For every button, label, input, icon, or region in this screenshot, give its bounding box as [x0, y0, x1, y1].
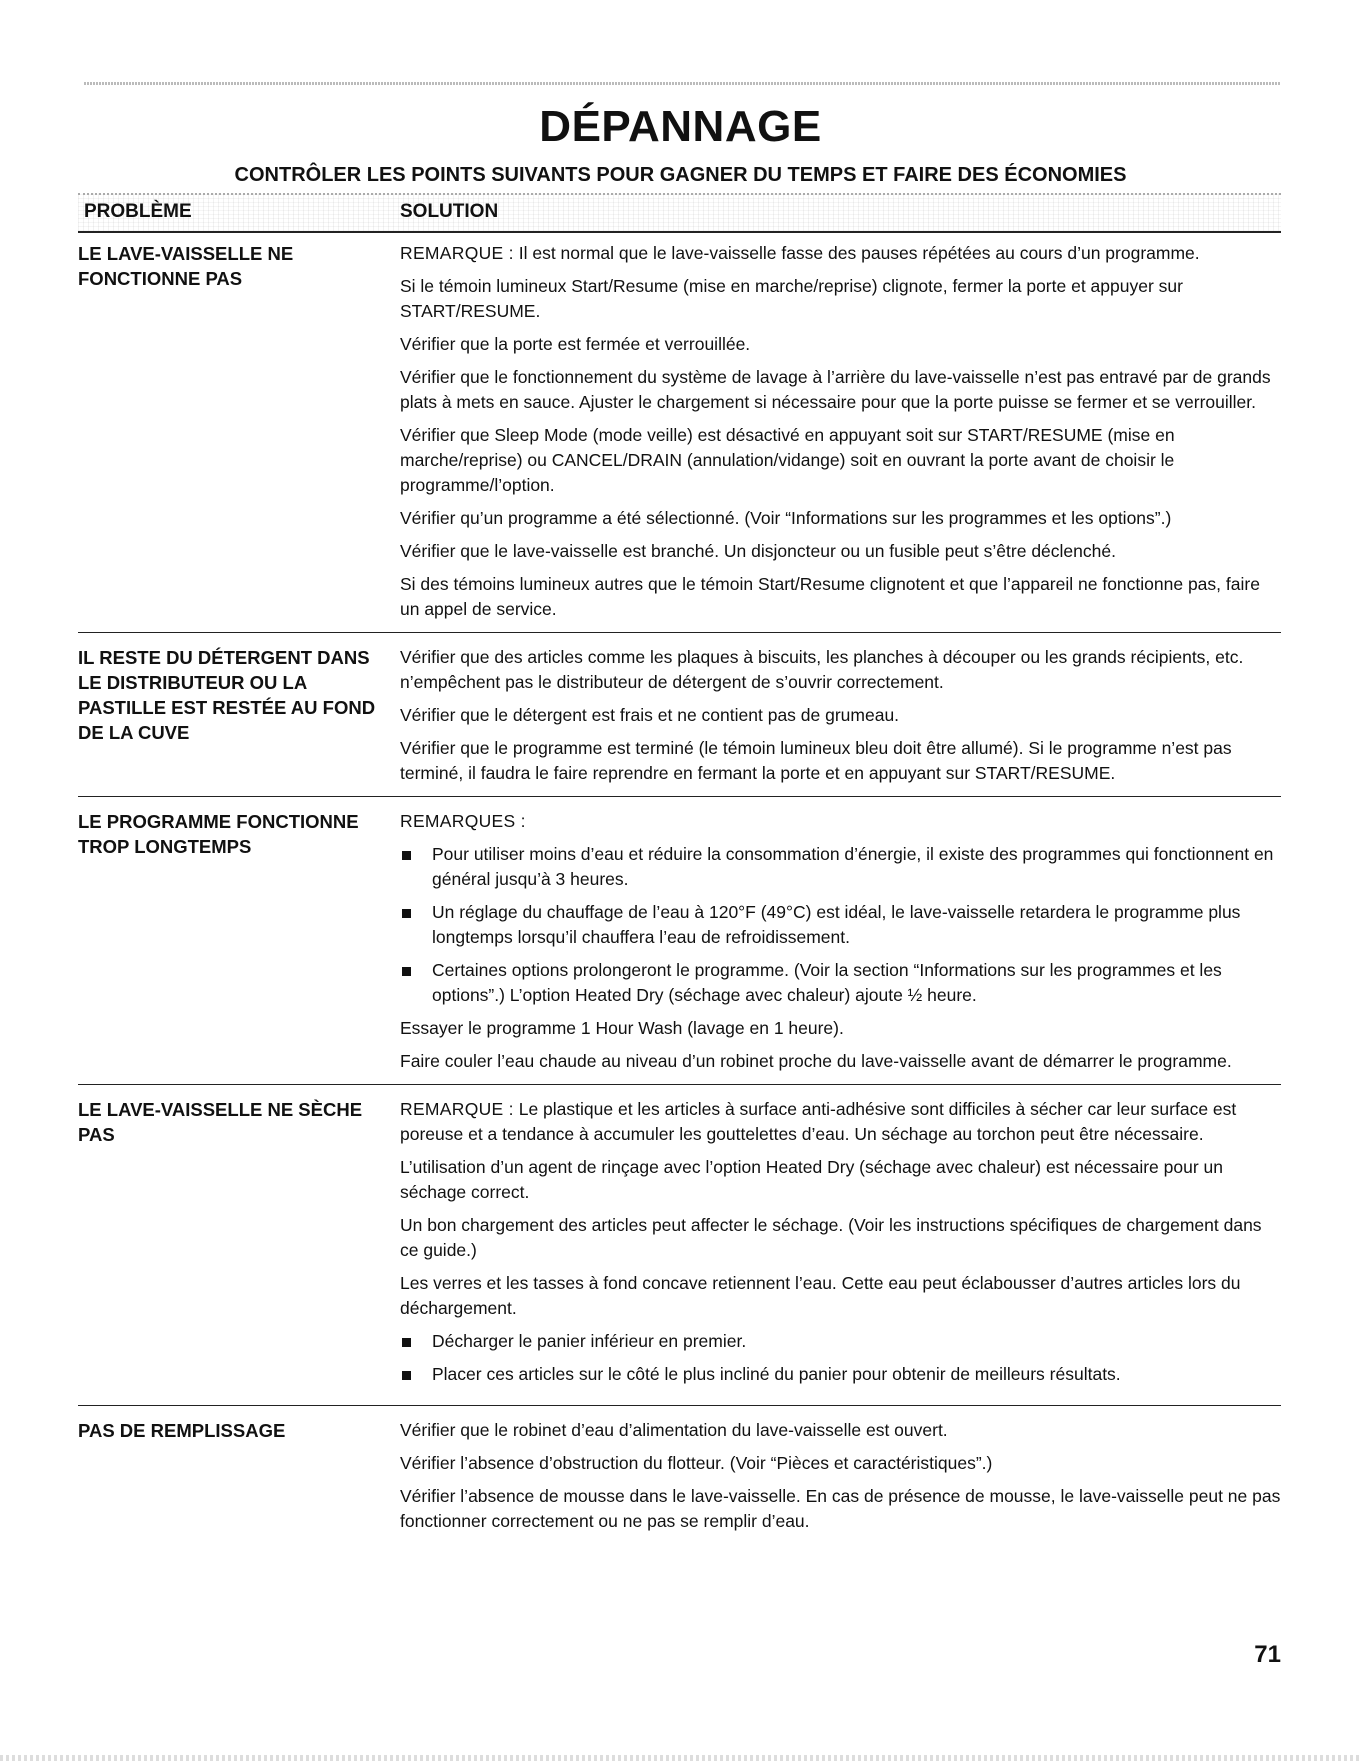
solution-paragraph: Les verres et les tasses à fond concave retiennent l’eau. Cette eau peut éclabousser d’autres articles lors du déchargement.: [400, 1273, 1241, 1318]
bullet-list: [400, 1329, 1281, 1387]
note-paragraph: [400, 241, 1281, 266]
note-paragraph: [400, 1097, 1281, 1147]
solution-paragraph: Si des témoins lumineux autres que le témoin Start/Resume clignotent et que l’appareil ne fonctionne pas, faire un appel de service.: [400, 574, 1260, 619]
solution-paragraph: L’utilisation d’un agent de rinçage avec l’option Heated Dry (séchage avec chaleur) est nécessaire pour un séchage correct.: [400, 1157, 1223, 1202]
solution-paragraph: Vérifier l’absence de mousse dans le lave-vaisselle. En cas de présence de mousse, le lave-vaisselle peut ne pas fonctionner correctement ou ne pas se remplir d’eau.: [400, 1486, 1281, 1531]
solution-cell: [400, 1418, 1281, 1534]
solution-paragraph: Vérifier qu’un programme a été sélectionné. (Voir “Informations sur les programmes et les options”.): [400, 508, 1172, 528]
page-title: DÉPANNAGE: [539, 102, 822, 151]
bullet-item: Placer ces articles sur le côté le plus incliné du panier pour obtenir de meilleurs résultats.: [400, 1362, 1281, 1387]
solution-paragraph: Essayer le programme 1 Hour Wash (lavage en 1 heure).: [400, 1018, 844, 1038]
solution-paragraph: Vérifier que des articles comme les plaques à biscuits, les planches à découper ou les grands récipients, etc. n’empêchent pas le distributeur de détergent de s’ouvrir correctement.: [400, 647, 1244, 692]
solution-paragraph: Vérifier que Sleep Mode (mode veille) est désactivé en appuyant soit sur START/RESUME (mise en marche/reprise) ou CANCEL/DRAIN (annulation/vidange) soit en ouvrant la porte avant de choisir le programme/l’option.: [400, 425, 1175, 495]
note-label: REMARQUE :: [400, 1099, 514, 1119]
solution-paragraph: Vérifier l’absence d’obstruction du flotteur. (Voir “Pièces et caractéristiques”.): [400, 1453, 993, 1473]
solution-cell: [400, 809, 1281, 1074]
solution-paragraph: Vérifier que le robinet d’eau d’alimentation du lave-vaisselle est ouvert.: [400, 1420, 948, 1440]
table-row: [78, 1418, 1281, 1544]
solution-cell: [400, 645, 1281, 786]
solution-cell: [400, 241, 1281, 622]
table-row: [78, 809, 1281, 1085]
note-text: Il est normal que le lave-vaisselle fasse des pauses répétées au cours d’un programme.: [513, 243, 1200, 263]
table-header: [78, 193, 1281, 233]
solution-cell: [400, 1097, 1281, 1395]
problem-cell: IL RESTE DU DÉTERGENT DANS LE DISTRIBUTEUR OU LA PASTILLE EST RESTÉE AU FOND DE LA CUVE: [78, 647, 376, 743]
page-subtitle: CONTRÔLER LES POINTS SUIVANTS POUR GAGNER DU TEMPS ET FAIRE DES ÉCONOMIES: [234, 164, 1127, 186]
bullet-item: Pour utiliser moins d’eau et réduire la consommation d’énergie, il existe des programmes qui fonctionnent en général jusqu’à 3 heures.: [400, 842, 1281, 892]
note-text: Le plastique et les articles à surface anti-adhésive sont difficiles à sécher car leur surface est poreuse et a tendance à accumuler les gouttelettes d’eau. Un séchage au torchon peut être nécessaire.: [400, 1099, 1237, 1144]
table-row: [78, 241, 1281, 633]
solution-paragraph: Si le témoin lumineux Start/Resume (mise en marche/reprise) clignote, fermer la porte et appuyer sur START/RESUME.: [400, 276, 1183, 321]
problem-cell: LE LAVE-VAISSELLE NE FONCTIONNE PAS: [78, 243, 294, 289]
solution-paragraph: Vérifier que le programme est terminé (le témoin lumineux bleu doit être allumé). Si le programme n’est pas terminé, il faudra le faire reprendre en fermant la porte et en appuyant sur START/RESUME.: [400, 738, 1232, 783]
solution-paragraph: Vérifier que le fonctionnement du système de lavage à l’arrière du lave-vaisselle n’est pas entravé par de grands plats à mets en sauce. Ajuster le chargement si nécessaire pour que la porte puisse se fermer et se verrouiller.: [400, 367, 1271, 412]
column-header-solution: SOLUTION: [400, 201, 499, 222]
solution-paragraph: Faire couler l’eau chaude au niveau d’un robinet proche du lave-vaisselle avant de démarrer le programme.: [400, 1051, 1232, 1071]
note-label: REMARQUE :: [400, 243, 514, 263]
solution-paragraph: Vérifier que le détergent est frais et ne contient pas de grumeau.: [400, 705, 900, 725]
page-number: 71: [1254, 1641, 1281, 1668]
column-header-problem: PROBLÈME: [84, 201, 192, 222]
note-label: REMARQUES :: [400, 811, 526, 831]
table-row: [78, 1097, 1281, 1406]
solution-paragraph: Vérifier que la porte est fermée et verrouillée.: [400, 334, 751, 354]
bottom-edge-rule: [0, 1755, 1361, 1761]
top-dotted-rule: [84, 82, 1281, 85]
problem-cell: LE PROGRAMME FONCTIONNE TROP LONGTEMPS: [78, 811, 359, 857]
problem-cell: LE LAVE-VAISSELLE NE SÈCHE PAS: [78, 1099, 363, 1145]
bullet-item: Décharger le panier inférieur en premier.: [400, 1329, 1281, 1354]
bullet-list: [400, 842, 1281, 1008]
problem-cell: PAS DE REMPLISSAGE: [78, 1420, 286, 1441]
solution-paragraph: Vérifier que le lave-vaisselle est branché. Un disjoncteur ou un fusible peut s’être déclenché.: [400, 541, 1116, 561]
solution-paragraph: Un bon chargement des articles peut affecter le séchage. (Voir les instructions spécifiques de chargement dans ce guide.): [400, 1215, 1262, 1260]
troubleshooting-table: [78, 241, 1281, 1556]
table-row: [78, 645, 1281, 797]
bullet-item: Certaines options prolongeront le programme. (Voir la section “Informations sur les programmes et les options”.) L’option Heated Dry (séchage avec chaleur) ajoute ½ heure.: [400, 958, 1281, 1008]
note-paragraph: [400, 809, 1281, 834]
bullet-item: Un réglage du chauffage de l’eau à 120°F (49°C) est idéal, le lave-vaisselle retardera le programme plus longtemps lorsqu’il chauffera l’eau de refroidissement.: [400, 900, 1281, 950]
